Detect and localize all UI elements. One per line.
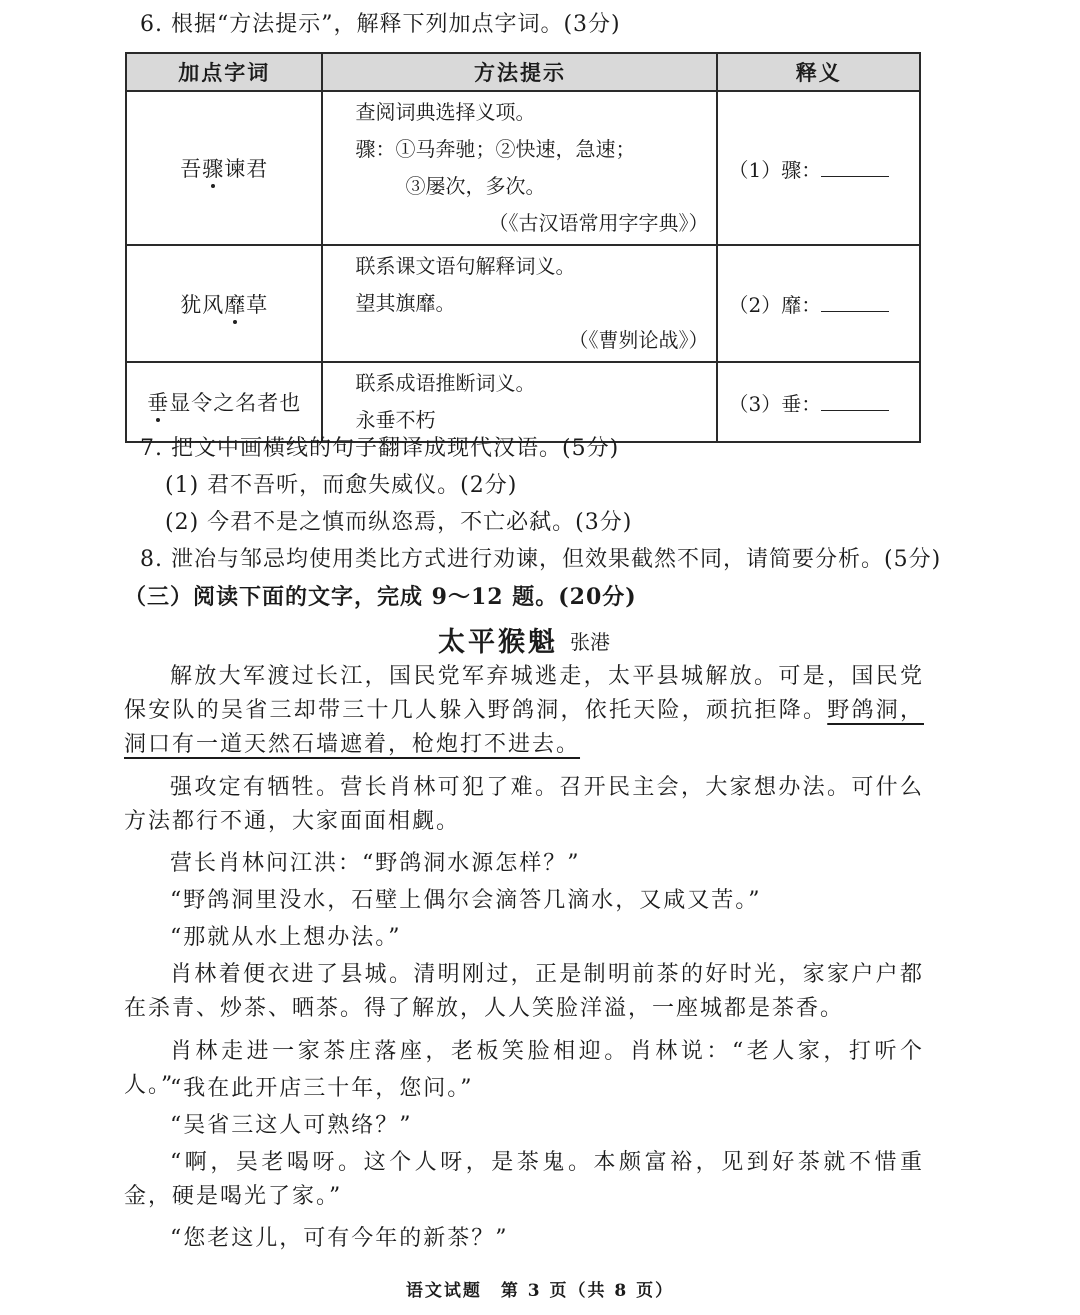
underlined-sentence: 野鸽洞，洞口有一道天然石墙遮着，枪炮打不进去。 xyxy=(124,698,924,757)
story-author: 张港 xyxy=(570,630,610,654)
dotted-word-cell: 吾骤谏君 xyxy=(126,91,322,245)
hint-source: （《古汉语常用字字典》） xyxy=(488,211,709,235)
story-paragraph: “野鸽洞里没水，石壁上偶尔会滴答几滴水，又咸又苦。” xyxy=(170,888,762,913)
table-row xyxy=(126,245,920,362)
story-paragraph: “那就从水上想办法。” xyxy=(170,925,402,950)
story-paragraph-1: 解放大军渡过长江，国民党军弃城逃走，太平县城解放。可是，国民党保安队的吴省三却带三十几人躲入野鸽洞，依托天险，顽抗拒降。野鸽洞，洞口有一道天然石墙遮着，枪炮打不进去。 xyxy=(124,664,924,757)
answer-blank[interactable] xyxy=(821,293,889,312)
dotted-word-cell: 垂显令之名者也 xyxy=(126,362,322,442)
table-header-row xyxy=(126,53,920,91)
question-7-prompt: 7. 把文中画横线的句子翻译成现代汉语。(5分) xyxy=(140,436,620,461)
story-paragraph: “我在此开店三十年，您问。” xyxy=(170,1076,474,1101)
table-row xyxy=(126,362,920,442)
story-paragraph: 肖林着便衣进了县城。清明刚过，正是制明前茶的好时光，家家户户都在杀青、炒茶、晒茶。得了解放，人人笑脸洋溢，一座城都是茶香。 xyxy=(124,962,924,1021)
story-paragraph: “吴省三这人可熟络？” xyxy=(170,1113,413,1138)
dotted-char: 垂 xyxy=(147,391,170,415)
answer-cell[interactable]: （3）垂： xyxy=(717,362,920,442)
header-method: 方法提示 xyxy=(322,53,717,91)
answer-cell[interactable]: （2）靡： xyxy=(717,245,920,362)
question-6-prompt: 6. 根据“方法提示”，解释下列加点字词。(3分) xyxy=(140,12,621,37)
method-hint-cell: 联系课文语句解释词义。 望其旗靡。 （《曹刿论战》） xyxy=(322,245,717,362)
section-3-heading: （三）阅读下面的文字，完成 9～12 题。(20分) xyxy=(124,584,637,610)
story-title: 太平猴魁 xyxy=(438,627,558,658)
header-meaning: 释义 xyxy=(717,53,920,91)
story-paragraph: “您老这儿，可有今年的新茶？” xyxy=(170,1226,509,1251)
method-hint-cell: 联系成语推断词义。 永垂不朽 xyxy=(322,362,717,442)
page-footer: 语文试题 第 3 页（共 8 页） xyxy=(405,1281,675,1301)
answer-blank[interactable] xyxy=(821,158,889,177)
dotted-char: 骤 xyxy=(202,157,225,181)
header-words: 加点字词 xyxy=(126,53,322,91)
table-row xyxy=(126,91,920,245)
question-7-sub2: (2) 今君不是之慎而纵恣焉，不亡必弑。(3分) xyxy=(165,510,633,535)
dotted-word-cell: 犹风靡草 xyxy=(126,245,322,362)
method-table xyxy=(125,52,921,443)
story-paragraph: “啊，吴老喝呀。这个人呀，是茶鬼。本颇富裕，见到好茶就不惜重金，硬是喝光了家。” xyxy=(124,1150,924,1209)
story-paragraph: 强攻定有牺牲。营长肖林可犯了难。召开民主会，大家想办法。可什么方法都行不通，大家面面相觑。 xyxy=(124,775,924,834)
method-hint-cell: 查阅词典选择义项。 骤：①马奔驰；②快速，急速； ③屡次，多次。 （《古汉语常用字字典》） xyxy=(322,91,717,245)
dotted-char: 靡 xyxy=(224,292,247,317)
hint-source: （《曹刿论战》） xyxy=(568,328,709,352)
story-paragraph: 肖林走进一家茶庄落座，老板笑脸相迎。肖林说：“老人家，打听个人。” xyxy=(124,1039,924,1098)
story-paragraph: 营长肖林问江洪：“野鸽洞水源怎样？” xyxy=(170,851,581,876)
answer-blank[interactable] xyxy=(821,392,889,411)
question-7-sub1: (1) 君不吾听，而愈失威仪。(2分) xyxy=(165,473,518,498)
question-8-prompt: 8. 泄冶与邹忌均使用类比方式进行劝谏，但效果截然不同，请简要分析。(5分) xyxy=(140,547,942,572)
answer-cell[interactable]: （1）骤： xyxy=(717,91,920,245)
